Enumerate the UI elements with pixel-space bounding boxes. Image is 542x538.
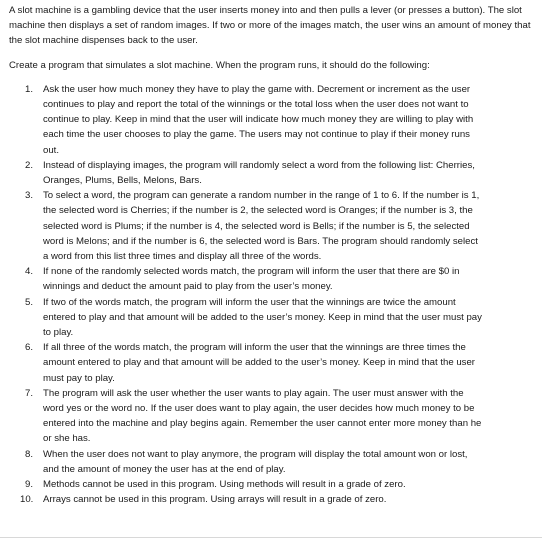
list-item — [25, 447, 536, 477]
list-item-text: If all three of the words match, the program will inform the user that the winnings are three times the amount entered to play and that amount will be added to the user’s money. Keep in mind that the user must pay to play. — [43, 342, 475, 384]
list-item-text: To select a word, the program can generate a random number in the range of 1 to 6. If the number is 1, the selected word is Cherries; if the number is 2, the selected word is Oranges; if the number is 3, the selected word is Plums; if the number is 4, the selected word is Bells; if the number is 5, the selected word is Melons; and if the number is 6, the selected word is Bars. The program should randomly select a word from this list three times and display all three of the words. — [43, 190, 480, 263]
list-item-number: 5. — [25, 296, 34, 308]
list-item-text: Ask the user how much money they have to play the game with. Decrement or increment as the user continues to play and report the total of the winnings or the total loss when the user does not want to continue to play. Keep in mind that the user will indicate how much money they are willing to play with each time the user chooses to play the game. The users may not continue to play if their money runs out. — [43, 83, 474, 156]
list-item — [20, 492, 536, 507]
list-item-text: Methods cannot be used in this program. Using methods will result in a grade of zero. — [43, 479, 406, 491]
list-item-number: 2. — [25, 159, 34, 171]
list-item-text: When the user does not want to play anymore, the program will display the total amount won or lost, and the amount of money the user has at the end of play. — [43, 448, 468, 475]
list-item-text: Arrays cannot be used in this program. Using arrays will result in a grade of zero. — [43, 494, 387, 506]
list-item-text: If two of the words match, the program will inform the user that the winnings are twice the amount entered to play and that amount will be added to the user’s money. Keep in mind that the user must pay to play. — [43, 296, 482, 339]
instructions-lead: Create a program that simulates a slot machine. When the program runs, it should do the following: — [9, 59, 430, 71]
list-item — [25, 477, 536, 492]
list-item-text: Instead of displaying images, the program will randomly select a word from the following list: Cherries, Oranges, Plums, Bells, Melons, Bars. — [43, 159, 475, 187]
list-item-number: 10. — [20, 494, 34, 506]
list-item-text: The program will ask the user whether the user wants to play again. The user must answer with the word yes or the word no. If the user does want to play again, the user decides how much money to be entered into the machine and play begins again. Remember the user cannot enter more money than he or she has. — [43, 387, 482, 445]
list-item — [25, 82, 536, 158]
list-item-number: 9. — [25, 479, 34, 491]
intro-paragraph: A slot machine is a gambling device that the user inserts money into and then pulls a lever (or presses a button). The slot machine then displays a set of random images. If two or more of the images match, the user wins an amount of money that the slot machine dispenses back to the user. — [9, 5, 531, 47]
list-item — [25, 340, 536, 386]
list-item-number: 8. — [25, 448, 34, 460]
list-item-number: 6. — [25, 342, 34, 354]
list-item-number: 3. — [25, 190, 34, 202]
list-item — [25, 158, 536, 188]
list-item — [25, 386, 536, 447]
list-item-text: If none of the randomly selected words match, the program will inform the user that there are $0 in winnings and deduct the amount paid to play from the user’s money. — [43, 266, 460, 293]
list-item — [25, 264, 536, 294]
list-item-number: 4. — [25, 266, 34, 278]
list-item — [25, 188, 536, 264]
list-item — [25, 295, 536, 341]
list-item-number: 7. — [25, 387, 34, 399]
list-item-number: 1. — [25, 83, 34, 95]
requirements-list — [9, 82, 536, 508]
